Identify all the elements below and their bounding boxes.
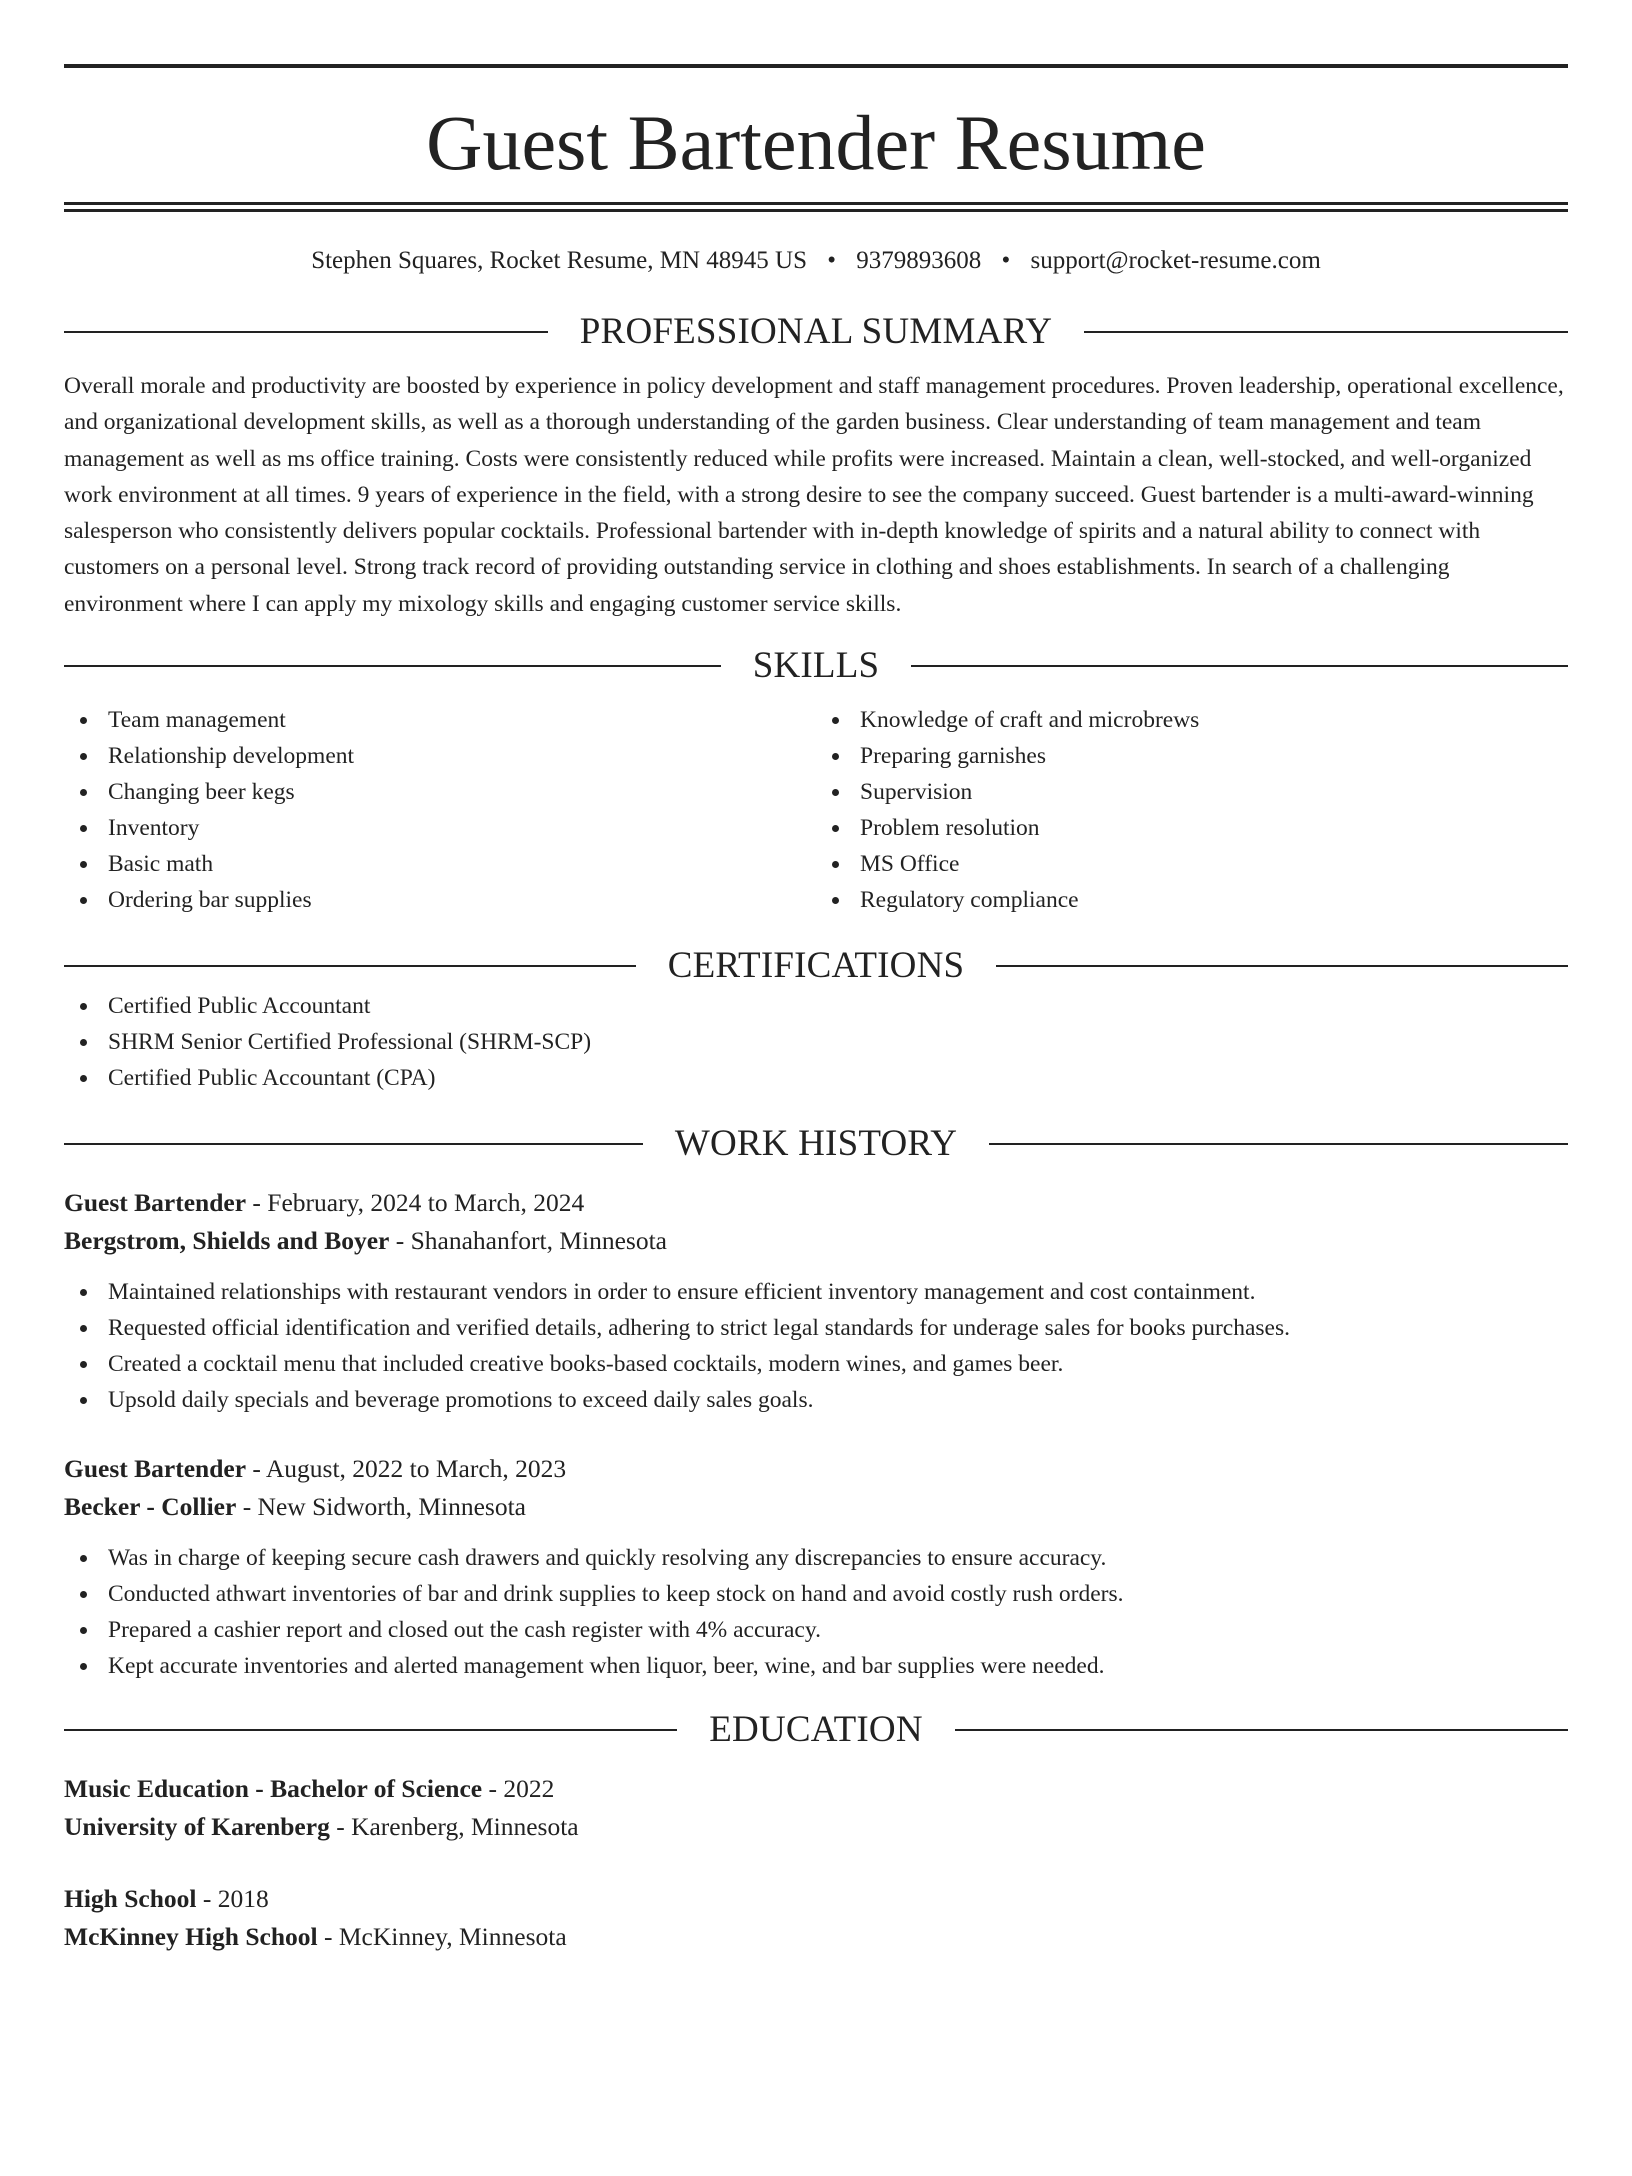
education-entry — [64, 1880, 1568, 1956]
contact-phone: 9379893608 — [856, 247, 982, 274]
education-school-line — [64, 1918, 1568, 1956]
section-header-skills — [64, 644, 1568, 688]
list-item: Regulatory compliance — [816, 882, 1568, 918]
list-item: Inventory — [64, 810, 816, 846]
list-item: Supervision — [816, 774, 1568, 810]
section-rule — [989, 1143, 1568, 1145]
list-item: Upsold daily specials and beverage promotions to exceed daily sales goals. — [64, 1382, 1568, 1418]
section-rule — [1084, 331, 1568, 333]
section-title: EDUCATION — [709, 1709, 923, 1751]
education-year: - 2022 — [482, 1774, 555, 1804]
list-item: MS Office — [816, 846, 1568, 882]
education-school-line — [64, 1808, 1568, 1846]
section-rule — [996, 965, 1568, 967]
section-rule — [64, 1143, 643, 1145]
section-header-summary — [64, 310, 1568, 354]
list-item: Maintained relationships with restaurant vendors in order to ensure efficient inventory management and cost containment. — [64, 1274, 1568, 1310]
job-duties-list — [64, 1540, 1568, 1684]
list-item: SHRM Senior Certified Professional (SHRM-SCP) — [64, 1024, 1568, 1060]
education-degree: Music Education - Bachelor of Science — [64, 1774, 483, 1804]
contact-separator: • — [1001, 247, 1011, 274]
section-title: SKILLS — [752, 645, 880, 687]
job-title-line — [64, 1450, 1568, 1488]
list-item: Created a cocktail menu that included creative books-based cocktails, modern wines, and games beer. — [64, 1346, 1568, 1382]
list-item: Ordering bar supplies — [64, 882, 816, 918]
job-location: - New Sidworth, Minnesota — [236, 1492, 526, 1522]
contact-separator: • — [827, 247, 836, 274]
job-entry — [64, 1184, 1568, 1418]
job-company-line — [64, 1488, 1568, 1526]
section-rule — [64, 965, 636, 967]
skills-list-left — [64, 702, 816, 918]
education-degree: High School — [64, 1884, 197, 1914]
section-header-certifications — [64, 944, 1568, 988]
section-rule — [911, 665, 1568, 667]
list-item: Knowledge of craft and microbrews — [816, 702, 1568, 738]
education-degree-line — [64, 1880, 1568, 1918]
education-location: - Karenberg, Minnesota — [329, 1812, 579, 1842]
resume-title: Guest Bartender Resume — [426, 99, 1206, 186]
list-item: Requested official identification and verified details, adhering to strict legal standards for underage sales for books purchases. — [64, 1310, 1568, 1346]
job-company: Becker - Collier — [64, 1492, 237, 1522]
list-item: Prepared a cashier report and closed out the cash register with 4% accuracy. — [64, 1612, 1568, 1648]
job-duties-list — [64, 1274, 1568, 1418]
section-rule — [64, 331, 548, 333]
section-rule — [64, 1729, 677, 1731]
contact-line — [64, 246, 1568, 276]
job-location: - Shanahanfort, Minnesota — [389, 1226, 667, 1256]
list-item: Certified Public Accountant — [64, 988, 1568, 1024]
section-rule — [64, 665, 721, 667]
list-item: Problem resolution — [816, 810, 1568, 846]
education-entry — [64, 1770, 1568, 1846]
education-school: McKinney High School — [64, 1922, 318, 1952]
certifications-list — [64, 988, 1568, 1096]
education-location: - McKinney, Minnesota — [317, 1922, 567, 1952]
section-title: WORK HISTORY — [674, 1123, 958, 1165]
resume-page — [0, 64, 1632, 2176]
job-dates: - August, 2022 to March, 2023 — [246, 1454, 567, 1484]
list-item: Changing beer kegs — [64, 774, 816, 810]
job-entry — [64, 1450, 1568, 1684]
job-company-line — [64, 1222, 1568, 1260]
list-item: Preparing garnishes — [816, 738, 1568, 774]
job-company: Bergstrom, Shields and Boyer — [64, 1226, 390, 1256]
list-item: Team management — [64, 702, 816, 738]
contact-address: Stephen Squares, Rocket Resume, MN 48945 US — [311, 247, 807, 274]
summary-text: Overall morale and productivity are boosted by experience in policy development and staff management procedures. Proven leadership, operational excellence, and organizational development skills, as well as a thorough understanding of the garden business. Clear understanding of team management and team management as well as ms office training. Costs were consistently reduced while profits were increased. Maintain a clean, well-stocked, and well-organized work environment at all times. 9 years of experience in the field, with a strong desire to see the company succeed. Guest bartender is a multi-award-winning salesperson who consistently delivers popular cocktails. Professional bartender with in-depth knowledge of spirits and a natural ability to connect with customers on a personal level. Strong track record of providing outstanding service in clothing and shoes establishments. In search of a challenging environment where I can apply my mixology skills and engaging customer service skills. — [64, 373, 1564, 617]
list-item: Was in charge of keeping secure cash drawers and quickly resolving any discrepancies to ensure accuracy. — [64, 1540, 1568, 1576]
list-item: Conducted athwart inventories of bar and drink supplies to keep stock on hand and avoid costly rush orders. — [64, 1576, 1568, 1612]
job-title: Guest Bartender — [64, 1454, 247, 1484]
top-rule — [64, 64, 1568, 68]
list-item: Kept accurate inventories and alerted management when liquor, beer, wine, and bar supplies were needed. — [64, 1648, 1568, 1684]
list-item: Relationship development — [64, 738, 816, 774]
education-school: University of Karenberg — [64, 1812, 330, 1842]
section-title: PROFESSIONAL SUMMARY — [579, 311, 1053, 352]
contact-email: support@rocket-resume.com — [1030, 247, 1321, 274]
education-year: - 2018 — [196, 1884, 269, 1914]
job-dates: - February, 2024 to March, 2024 — [246, 1188, 585, 1218]
skills-list-right — [816, 702, 1568, 918]
section-rule — [955, 1729, 1568, 1731]
section-header-work-history — [64, 1122, 1568, 1166]
job-title-line — [64, 1184, 1568, 1222]
skills-columns — [64, 702, 1568, 918]
education-degree-line — [64, 1770, 1568, 1808]
list-item: Basic math — [64, 846, 816, 882]
section-header-education — [64, 1708, 1568, 1752]
section-title: CERTIFICATIONS — [667, 945, 965, 987]
job-title: Guest Bartender — [64, 1188, 247, 1218]
title-double-rule — [64, 202, 1568, 212]
list-item: Certified Public Accountant (CPA) — [64, 1060, 1568, 1096]
